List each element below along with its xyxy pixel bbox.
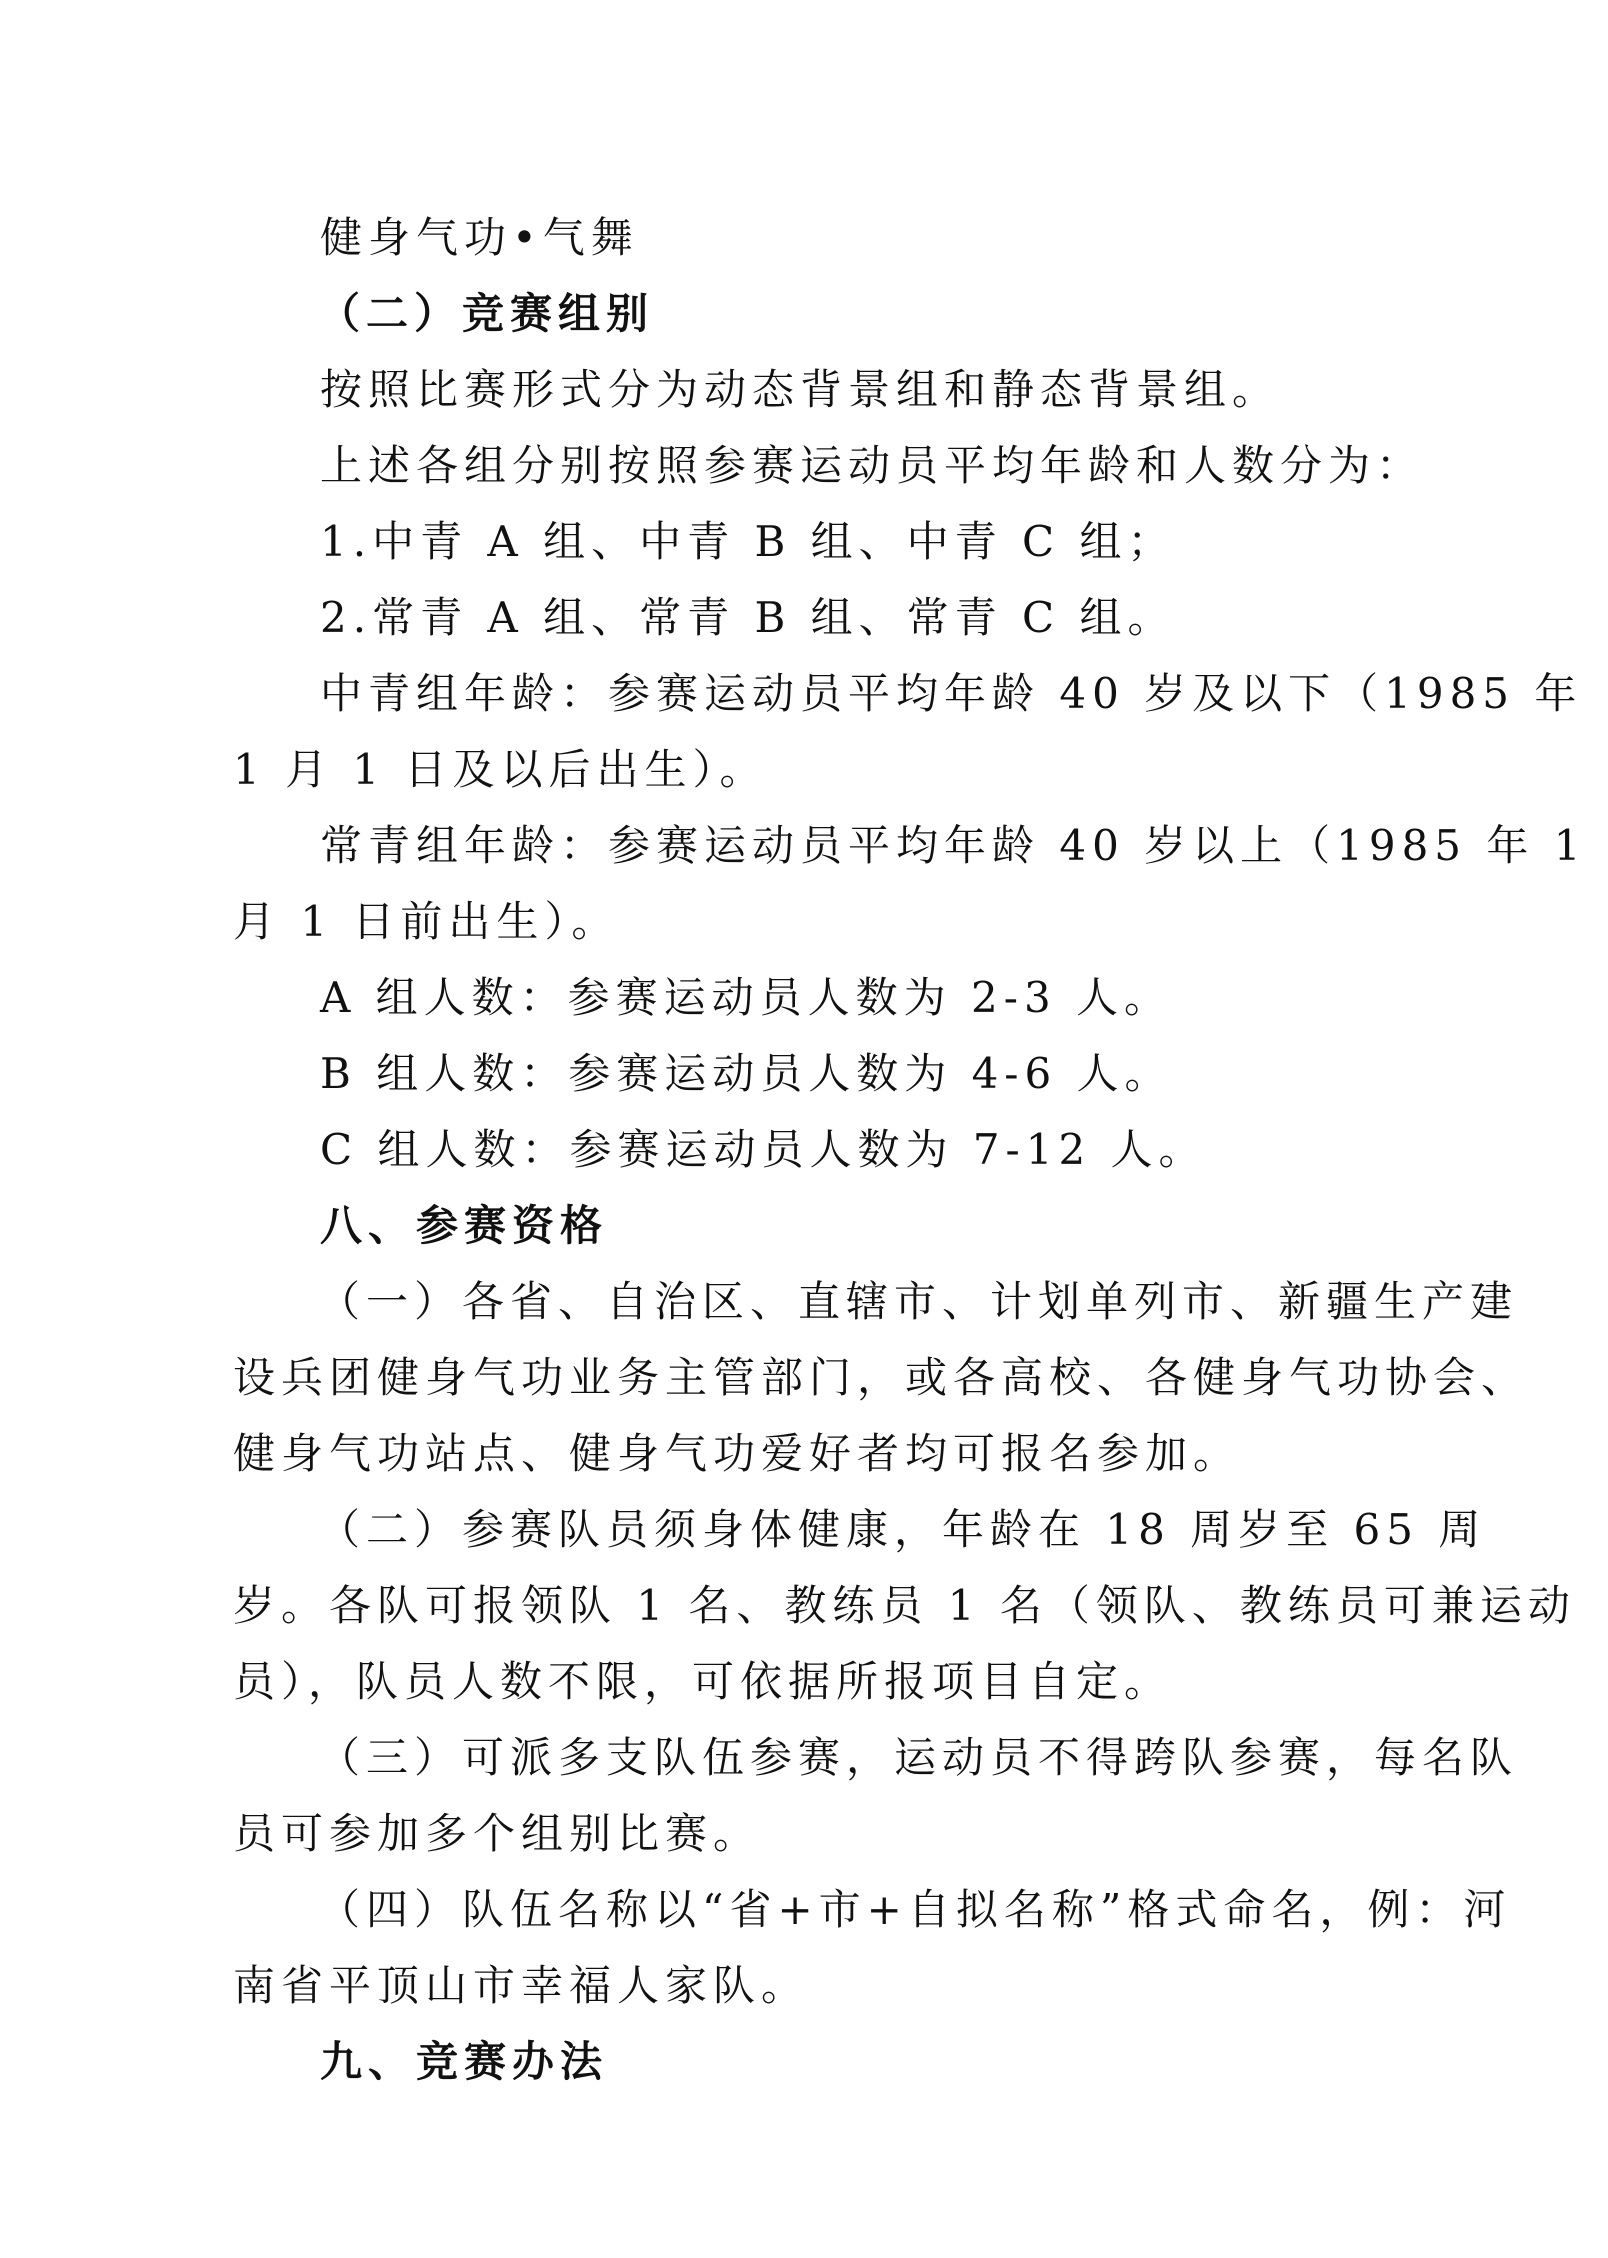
text-line bbox=[0, 1492, 1608, 1568]
paragraph-text: 常青组年龄：参赛运动员平均年龄 40 岁以上（1985 年 1 bbox=[320, 821, 1587, 870]
subsection-heading-text: （二）竞赛组别 bbox=[318, 289, 655, 338]
paragraph-text: 员），队员人数不限，可依据所报项目自定。 bbox=[233, 1657, 1173, 1706]
section-heading-text: 九、竞赛办法 bbox=[320, 2037, 609, 2086]
text-line bbox=[0, 1948, 1608, 2024]
text-line bbox=[0, 504, 1608, 580]
text-line bbox=[0, 1264, 1608, 1340]
paragraph-text: 南省平顶山市幸福人家队。 bbox=[233, 1961, 810, 2010]
text-line bbox=[0, 200, 1608, 276]
subsection-heading bbox=[0, 276, 1608, 352]
paragraph-text: C 组人数：参赛运动员人数为 7-12 人。 bbox=[320, 1125, 1207, 1174]
paragraph-text: （二）参赛队员须身体健康，年龄在 18 周岁至 65 周 bbox=[318, 1505, 1487, 1554]
text-line bbox=[0, 884, 1608, 960]
text-line bbox=[0, 428, 1608, 504]
item-title: 健身气功•气舞 bbox=[320, 213, 639, 262]
list-item: 1.中青 A 组、中青 B 组、中青 C 组； bbox=[320, 517, 1176, 566]
paragraph-text: 月 1 日前出生）。 bbox=[233, 897, 620, 946]
paragraph-text: B 组人数：参赛运动员人数为 4-6 人。 bbox=[320, 1049, 1173, 1098]
paragraph-text: 岁。各队可报领队 1 名、教练员 1 名（领队、教练员可兼运动 bbox=[233, 1581, 1576, 1630]
paragraph-text: 1 月 1 日及以后出生）。 bbox=[233, 745, 768, 794]
section-heading bbox=[0, 2024, 1608, 2100]
text-line bbox=[0, 1340, 1608, 1416]
paragraph-text: 健身气功站点、健身气功爱好者均可报名参加。 bbox=[233, 1429, 1242, 1478]
text-line bbox=[0, 960, 1608, 1036]
text-line bbox=[0, 580, 1608, 656]
list-item: 2.常青 A 组、常青 B 组、常青 C 组。 bbox=[320, 593, 1176, 642]
paragraph-text: （一）各省、自治区、直辖市、计划单列市、新疆生产建 bbox=[318, 1277, 1519, 1326]
text-line bbox=[0, 1644, 1608, 1720]
text-line bbox=[0, 732, 1608, 808]
text-line bbox=[0, 1416, 1608, 1492]
text-line bbox=[0, 1036, 1608, 1112]
text-line bbox=[0, 1796, 1608, 1872]
paragraph-text: 设兵团健身气功业务主管部门，或各高校、各健身气功协会、 bbox=[233, 1353, 1530, 1402]
text-line bbox=[0, 1872, 1608, 1948]
paragraph-text: 员可参加多个组别比赛。 bbox=[233, 1809, 762, 1858]
text-line bbox=[0, 352, 1608, 428]
text-line bbox=[0, 808, 1608, 884]
text-line bbox=[0, 1720, 1608, 1796]
text-line bbox=[0, 1568, 1608, 1644]
section-heading-text: 八、参赛资格 bbox=[320, 1201, 609, 1250]
text-line bbox=[0, 1112, 1608, 1188]
paragraph-text: 上述各组分别按照参赛运动员平均年龄和人数分为： bbox=[320, 441, 1425, 490]
section-heading bbox=[0, 1188, 1608, 1264]
paragraph-text: （四）队伍名称以“省+市+自拟名称”格式命名，例：河 bbox=[318, 1885, 1512, 1934]
paragraph-text: （三）可派多支队伍参赛，运动员不得跨队参赛，每名队 bbox=[318, 1733, 1519, 1782]
paragraph-text: 中青组年龄：参赛运动员平均年龄 40 岁及以下（1985 年 bbox=[320, 669, 1583, 718]
paragraph-text: 按照比赛形式分为动态背景组和静态背景组。 bbox=[320, 365, 1281, 414]
paragraph-text: A 组人数：参赛运动员人数为 2-3 人。 bbox=[320, 973, 1173, 1022]
text-line bbox=[0, 656, 1608, 732]
